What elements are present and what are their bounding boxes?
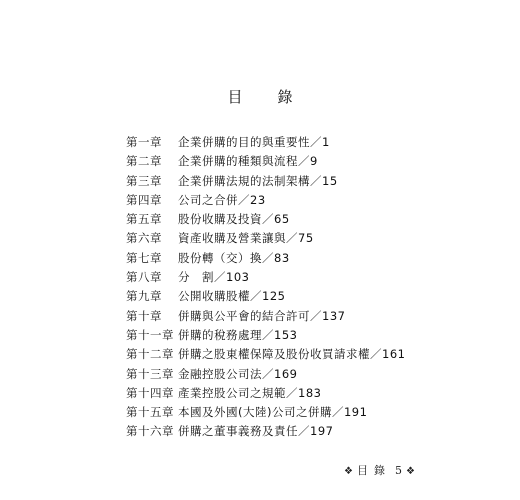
- chapter-number: 第四章: [126, 192, 162, 207]
- toc-entry-7: [126, 249, 405, 268]
- chapter-title: 股份收購及投資／65: [178, 212, 290, 227]
- chapter-number: 第七章: [126, 250, 162, 265]
- toc-entry-10: [126, 307, 405, 326]
- chapter-number: 第三章: [126, 173, 162, 188]
- toc-entry-4: [126, 191, 405, 210]
- chapter-title: 公司之合併／23: [178, 192, 266, 207]
- chapter-number: 第十四章: [126, 385, 174, 400]
- chapter-number: 第二章: [126, 154, 162, 169]
- toc-entry-6: [126, 229, 405, 248]
- chapter-title: 金融控股公司法／169: [178, 366, 298, 381]
- page-footer: [340, 462, 419, 478]
- chapter-title: 併購的稅務處理／153: [178, 327, 298, 342]
- table-of-contents: [126, 133, 405, 442]
- toc-entry-9: [126, 287, 405, 306]
- diamond-ornament-icon: ❖: [405, 466, 415, 477]
- chapter-number: 第八章: [126, 270, 162, 285]
- diamond-ornament-icon: ❖: [344, 466, 353, 477]
- chapter-number: 第六章: [126, 231, 162, 246]
- chapter-title: 企業併購的目的與重要性／1: [178, 135, 330, 149]
- toc-entry-13: [126, 365, 405, 384]
- page-number: 5: [394, 464, 402, 477]
- chapter-number: 第十三章: [126, 366, 174, 381]
- chapter-title: 併購之股東權保障及股份收買請求權／161: [178, 347, 406, 362]
- chapter-title: 股份轉（交）換／83: [178, 250, 290, 265]
- page-title: 目 錄: [227, 88, 303, 106]
- chapter-title: 併購之董事義務及責任／197: [178, 424, 334, 439]
- chapter-title: 產業控股公司之規範／183: [178, 385, 322, 400]
- toc-entry-12: [126, 345, 405, 364]
- toc-entry-15: [126, 403, 405, 422]
- chapter-number: 第十章: [126, 308, 162, 323]
- chapter-number: 第一章: [126, 135, 162, 149]
- chapter-number: 第十一章: [126, 327, 174, 342]
- chapter-number: 第十五章: [126, 405, 174, 420]
- chapter-number: 第十二章: [126, 347, 174, 362]
- toc-entry-16: [126, 422, 405, 441]
- toc-entry-2: [126, 152, 405, 171]
- chapter-title: 分 割／103: [178, 270, 250, 285]
- chapter-number: 第五章: [126, 212, 162, 227]
- chapter-title: 企業併購法規的法制架構／15: [178, 173, 338, 188]
- chapter-title: 公開收購股權／125: [178, 289, 286, 304]
- chapter-title: 資產收購及營業讓與／75: [178, 231, 314, 246]
- toc-entry-5: [126, 210, 405, 229]
- chapter-title: 併購與公平會的結合許可／137: [178, 308, 346, 323]
- chapter-title: 企業併購的種類與流程／9: [178, 154, 318, 169]
- toc-entry-11: [126, 326, 405, 345]
- chapter-number: 第十六章: [126, 424, 174, 439]
- toc-entry-14: [126, 384, 405, 403]
- toc-entry-8: [126, 268, 405, 287]
- chapter-number: 第九章: [126, 289, 162, 304]
- toc-entry-1: [126, 133, 405, 152]
- footer-section-label: 目錄: [356, 464, 391, 477]
- chapter-title: 本國及外國(大陸)公司之併購／191: [178, 405, 368, 420]
- toc-entry-3: [126, 172, 405, 191]
